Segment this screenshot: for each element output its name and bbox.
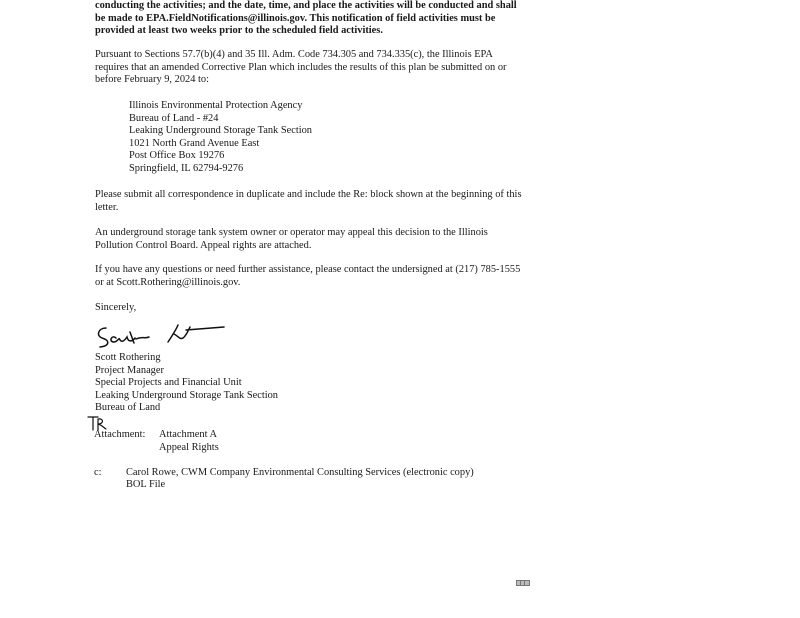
pursuant-paragraph: Pursuant to Sections 57.7(b)(4) and 35 Ill. Adm. Code 734.305 and 734.335(c), the Illinois EPA requires that an amended Corrective Plan which includes the results of this plan be submitted on or before February 9, 2024 to: <box>95 49 507 86</box>
cc-label: c: <box>94 467 102 478</box>
signature-image <box>92 318 232 350</box>
address-line: 1021 North Grand Avenue East <box>129 137 260 149</box>
address-line: Leaking Underground Storage Tank Section <box>129 125 312 137</box>
closing-salutation: Sincerely, <box>95 302 137 313</box>
address-line: Illinois Environmental Protection Agency <box>129 100 303 111</box>
signer-bureau: Bureau of Land <box>95 402 161 414</box>
submit-paragraph: Please submit all correspondence in duplicate and include the Re: block shown at the beginning of this letter. <box>95 189 522 213</box>
address-line: Bureau of Land - #24 <box>129 112 219 124</box>
appeal-paragraph: An underground storage tank system owner or operator may appeal this decision to the Illinois Pollution Control Board. Appeal rights are attached. <box>95 227 488 251</box>
signer-unit: Special Projects and Financial Unit <box>95 377 242 389</box>
cc-recipient: BOL File <box>126 479 166 490</box>
signer-section: Leaking Underground Storage Tank Section <box>95 389 278 401</box>
attachment-item: Appeal Rights <box>159 442 219 453</box>
contact-paragraph: If you have any questions or need further assistance, please contact the undersigned at (217) 785-1555 or at Scott.Rothering@illinois.gov. <box>95 264 521 288</box>
attachment-label: Attachment: <box>94 429 146 440</box>
attachment-item: Attachment A <box>159 429 218 440</box>
cc-recipient: Carol Rowe, CWM Company Environmental Consulting Services (electronic copy) <box>126 467 474 478</box>
address-line: Springfield, IL 62794-9276 <box>129 162 244 174</box>
signer-name: Scott Rothering <box>95 352 161 363</box>
signer-title: Project Manager <box>95 364 164 376</box>
address-line: Post Office Box 19276 <box>129 150 225 162</box>
signature-block <box>95 352 525 415</box>
page-stamp-mark <box>516 580 530 586</box>
mailing-address <box>129 100 429 176</box>
field-notification-notice: conducting the activities; and the date, time, and place the activities will be conducted and shall be made to EPA.FieldNotifications@illinois.gov. This notification of field activities must be provided at least two weeks prior to the scheduled field activities. <box>95 0 517 37</box>
